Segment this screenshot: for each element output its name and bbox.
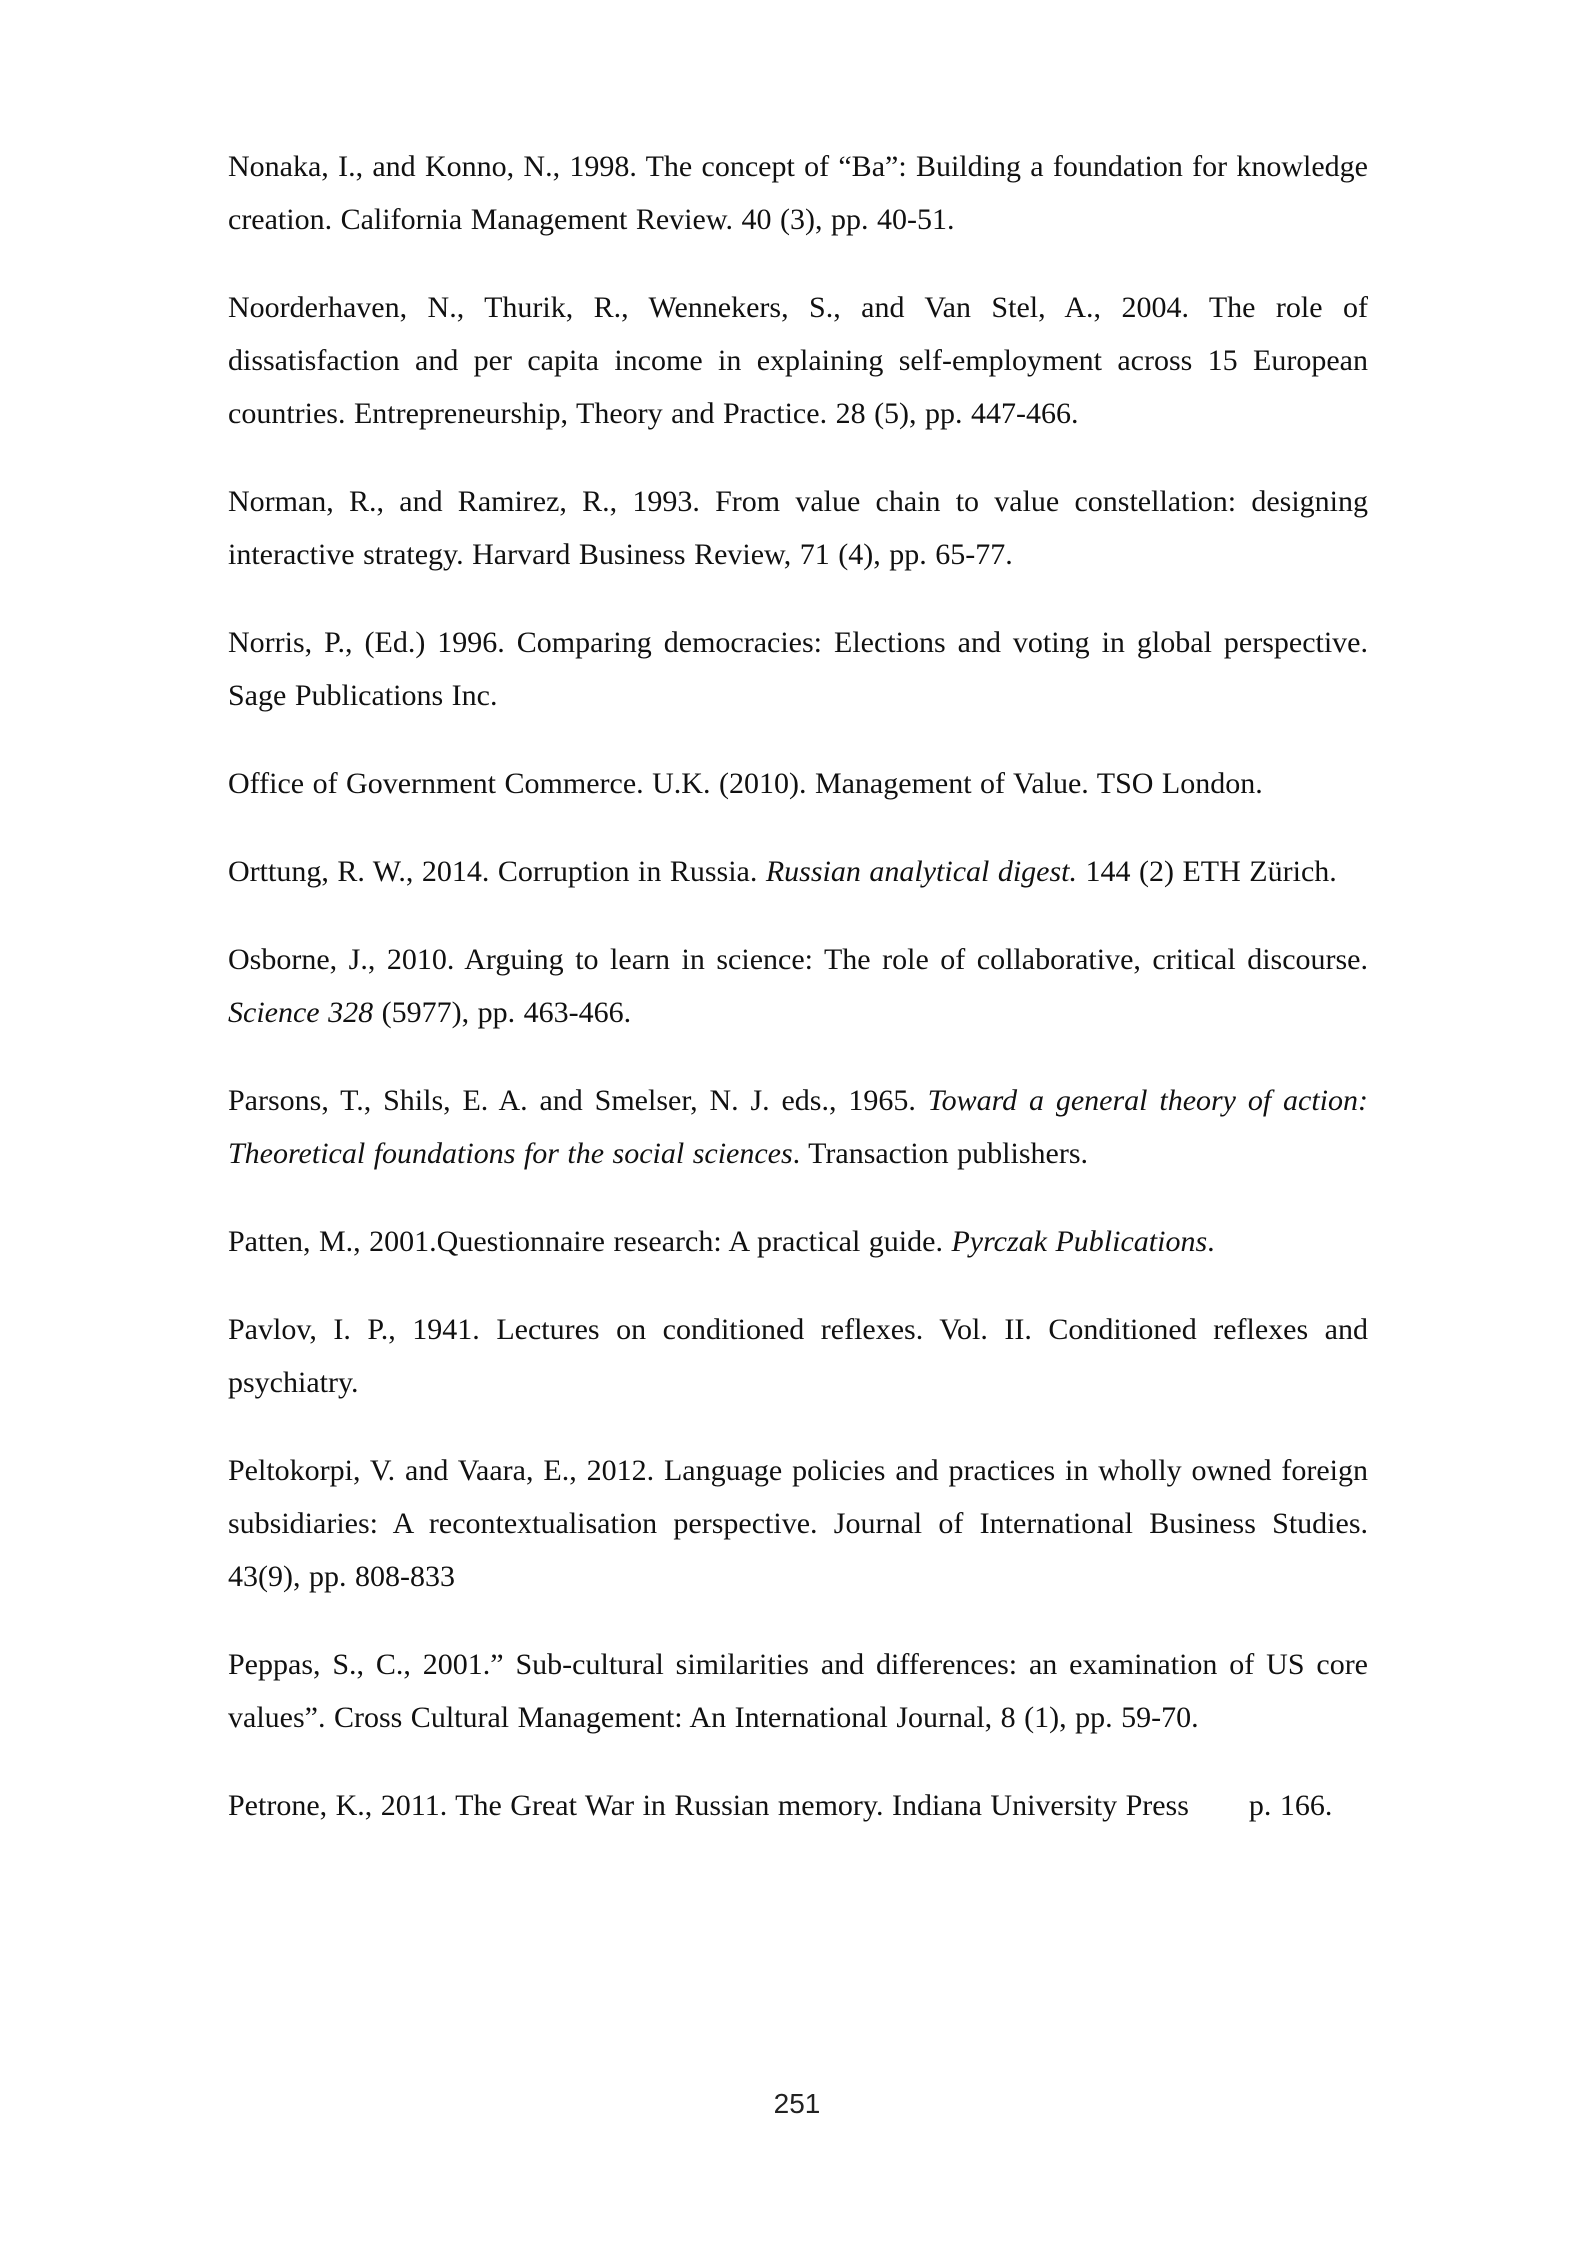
reference-text: Nonaka, I., and Konno, N., 1998. The concept of “Ba”: Building a foundation for knowledge creation. California Management Review. 40 (3), pp. 40-51. [228,150,1368,236]
reference-entry [228,1215,1368,1268]
reference-text-italic: Russian analytical digest. [765,855,1077,888]
reference-entry [228,1303,1368,1409]
reference-entry [228,616,1368,722]
reference-entry [228,1638,1368,1744]
reference-text: 144 (2) ETH Zürich. [1077,855,1337,888]
reference-text: Osborne, J., 2010. Arguing to learn in science: The role of collaborative, critical discourse. [228,943,1368,976]
reference-text-italic: Pyrczak Publications [951,1225,1208,1258]
page-number: 251 [773,2088,821,2119]
reference-text: Orttung, R. W., 2014. Corruption in Russia. [228,855,766,888]
reference-text-italic: Toward a general theory of action: Theoretical foundations for the social sciences [228,1084,1368,1170]
reference-entry [228,140,1368,246]
reference-entry [228,757,1368,810]
reference-text: Norman, R., and Ramirez, R., 1993. From value chain to value constellation: designing interactive strategy. Harvard Business Review, 71 (4), pp. 65-77. [228,485,1368,571]
reference-entry [228,1074,1368,1180]
reference-text: . Transaction publishers. [792,1137,1088,1170]
reference-entry [228,845,1368,898]
reference-text: Peppas, S., C., 2001.” Sub-cultural similarities and differences: an examination of US core values”. Cross Cultural Management: An International Journal, 8 (1), pp. 59-70. [228,1648,1368,1734]
reference-text: Patten, M., 2001.Questionnaire research: A practical guide. [228,1225,952,1258]
reference-text: . [1207,1225,1215,1258]
reference-text: Noorderhaven, N., Thurik, R., Wennekers, S., and Van Stel, A., 2004. The role of dissatisfaction and per capita income in explaining self-employment across 15 European countries. Entrepreneurship, Theory and Practice. 28 (5), pp. 447-466. [228,291,1368,430]
reference-text: Norris, P., (Ed.) 1996. Comparing democracies: Elections and voting in global perspective. Sage Publications Inc. [228,626,1368,712]
reference-text: Petrone, K., 2011. The Great War in Russian memory. Indiana University Press p. 166. [228,1789,1333,1822]
references-list [228,140,1368,1867]
reference-entry [228,1444,1368,1603]
reference-text: Peltokorpi, V. and Vaara, E., 2012. Language policies and practices in wholly owned foreign subsidiaries: A recontextualisation perspective. Journal of International Business Studies. 43(9), pp. 808-833 [228,1454,1368,1593]
reference-entry [228,933,1368,1039]
reference-text-italic: Science 328 [228,996,374,1029]
reference-text: Parsons, T., Shils, E. A. and Smelser, N. J. eds., 1965. [228,1084,928,1117]
reference-text: Office of Government Commerce. U.K. (2010). Management of Value. TSO London. [228,767,1263,800]
reference-entry [228,1779,1368,1832]
reference-entry [228,281,1368,440]
reference-text: (5977), pp. 463-466. [373,996,632,1029]
reference-text: Pavlov, I. P., 1941. Lectures on conditioned reflexes. Vol. II. Conditioned reflexes and psychiatry. [228,1313,1368,1399]
reference-entry [228,475,1368,581]
